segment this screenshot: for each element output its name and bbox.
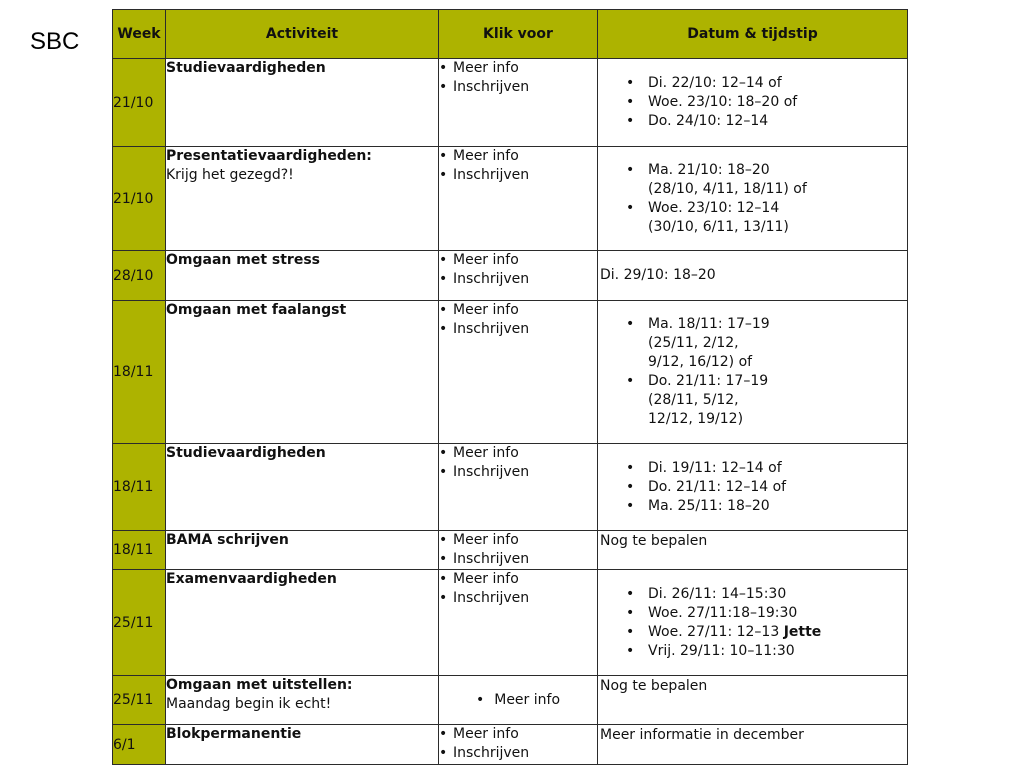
click-cell	[439, 59, 598, 147]
date-text: Meer informatie in december	[600, 727, 804, 743]
date-item	[648, 199, 907, 237]
more-info-link[interactable]: • Meer info	[439, 725, 597, 744]
week-cell: 18/11	[113, 301, 166, 444]
header-date: Datum & tijdstip	[598, 10, 908, 59]
date-item: • Woe. 23/10: 18–20 of	[648, 93, 907, 112]
more-info-link[interactable]: • Meer info	[476, 692, 560, 708]
activity-title: Blokpermanentie	[166, 726, 302, 742]
register-link[interactable]: • Inschrijven	[439, 78, 597, 97]
table-row	[113, 676, 908, 725]
register-link[interactable]: • Inschrijven	[439, 589, 597, 608]
date-line: Woe. 23/10: 12–14	[648, 199, 780, 216]
date-cell	[598, 59, 908, 147]
table-row	[113, 444, 908, 531]
more-info-link[interactable]: • Meer info	[439, 59, 597, 78]
week-cell: 28/10	[113, 251, 166, 301]
date-item: • Do. 24/10: 12–14	[648, 112, 907, 131]
date-item: • Di. 26/11: 14–15:30	[648, 585, 907, 604]
table-row	[113, 570, 908, 676]
date-cell	[598, 725, 908, 765]
activity-cell	[166, 570, 439, 676]
date-line: (30/10, 6/11, 13/11)	[648, 218, 789, 235]
click-cell	[439, 301, 598, 444]
date-line: Ma. 18/11: 17–19	[648, 316, 770, 332]
date-item: • Woe. 27/11:18–19:30	[648, 604, 907, 623]
more-info-link[interactable]: • Meer info	[439, 301, 597, 320]
week-cell: 18/11	[113, 444, 166, 531]
activity-title: BAMA schrijven	[166, 532, 289, 548]
date-line: Do. 21/11: 17–19	[648, 373, 769, 389]
activity-schedule-table	[112, 9, 908, 765]
activity-cell	[166, 59, 439, 147]
date-text: Di. 29/10: 18–20	[600, 267, 716, 283]
register-link[interactable]: • Inschrijven	[439, 320, 597, 339]
register-link[interactable]: • Inschrijven	[439, 166, 597, 185]
date-cell	[598, 147, 908, 251]
table-row	[113, 725, 908, 765]
date-cell	[598, 444, 908, 531]
more-info-link[interactable]: • Meer info	[439, 444, 597, 463]
more-info-link[interactable]: • Meer info	[439, 147, 597, 166]
date-line: Ma. 21/10: 18–20	[648, 161, 770, 178]
date-line: (25/11, 2/12,	[648, 335, 739, 351]
activity-title: Presentatievaardigheden:	[166, 148, 372, 164]
activity-title: Omgaan met faalangst	[166, 302, 347, 318]
date-item	[648, 372, 907, 429]
header-activity: Activiteit	[166, 10, 439, 59]
click-cell	[439, 444, 598, 531]
activity-cell	[166, 251, 439, 301]
table-row	[113, 59, 908, 147]
week-cell: 21/10	[113, 147, 166, 251]
register-link[interactable]: • Inschrijven	[439, 550, 597, 569]
date-line: 12/12, 19/12)	[648, 411, 744, 427]
date-cell	[598, 676, 908, 725]
activity-cell	[166, 301, 439, 444]
table-row	[113, 301, 908, 444]
more-info-link[interactable]: • Meer info	[439, 570, 597, 589]
table-row	[113, 251, 908, 301]
table-row	[113, 147, 908, 251]
more-info-link[interactable]: • Meer info	[439, 531, 597, 550]
activity-title: Omgaan met stress	[166, 252, 320, 268]
date-item	[648, 161, 907, 199]
activity-subtitle: Krijg het gezegd?!	[166, 167, 294, 183]
activity-subtitle: Maandag begin ik echt!	[166, 696, 332, 712]
sbc-logo: SBC	[30, 28, 80, 55]
date-line: (28/10, 4/11, 18/11) of	[648, 180, 807, 197]
date-line: Woe. 27/11: 12–13	[648, 623, 784, 640]
week-cell: 6/1	[113, 725, 166, 765]
activity-cell	[166, 531, 439, 570]
click-cell	[439, 725, 598, 765]
header-week: Week	[113, 10, 166, 59]
activity-cell	[166, 147, 439, 251]
register-link[interactable]: • Inschrijven	[439, 270, 597, 289]
activity-cell	[166, 444, 439, 531]
more-info-link[interactable]: • Meer info	[439, 251, 597, 270]
activity-title: Examenvaardigheden	[166, 571, 337, 587]
date-item: • Ma. 25/11: 18–20	[648, 497, 907, 516]
date-item	[648, 623, 907, 642]
date-text: Nog te bepalen	[600, 678, 708, 694]
activity-title: Studievaardigheden	[166, 60, 326, 76]
date-cell	[598, 301, 908, 444]
location-jette: Jette	[783, 623, 822, 640]
header-click: Klik voor	[439, 10, 598, 59]
table-header-row	[113, 10, 908, 59]
activity-title: Studievaardigheden	[166, 445, 326, 461]
activity-cell	[166, 725, 439, 765]
click-cell	[439, 570, 598, 676]
week-cell: 18/11	[113, 531, 166, 570]
register-link[interactable]: • Inschrijven	[439, 744, 597, 763]
register-link[interactable]: • Inschrijven	[439, 463, 597, 482]
click-cell	[439, 676, 598, 725]
click-cell	[439, 251, 598, 301]
date-item: • Di. 22/10: 12–14 of	[648, 74, 907, 93]
activity-cell	[166, 676, 439, 725]
activity-title: Omgaan met uitstellen:	[166, 677, 353, 693]
date-cell	[598, 570, 908, 676]
week-cell: 21/10	[113, 59, 166, 147]
date-item	[648, 315, 907, 372]
date-text: Nog te bepalen	[600, 533, 708, 549]
date-line: (28/11, 5/12,	[648, 392, 739, 408]
week-cell: 25/11	[113, 570, 166, 676]
click-cell	[439, 147, 598, 251]
click-cell	[439, 531, 598, 570]
date-item: • Do. 21/11: 12–14 of	[648, 478, 907, 497]
date-line: 9/12, 16/12) of	[648, 354, 753, 370]
date-cell	[598, 251, 908, 301]
date-item: • Di. 19/11: 12–14 of	[648, 459, 907, 478]
date-item: • Vrij. 29/11: 10–11:30	[648, 642, 907, 661]
date-cell	[598, 531, 908, 570]
week-cell: 25/11	[113, 676, 166, 725]
table-row	[113, 531, 908, 570]
